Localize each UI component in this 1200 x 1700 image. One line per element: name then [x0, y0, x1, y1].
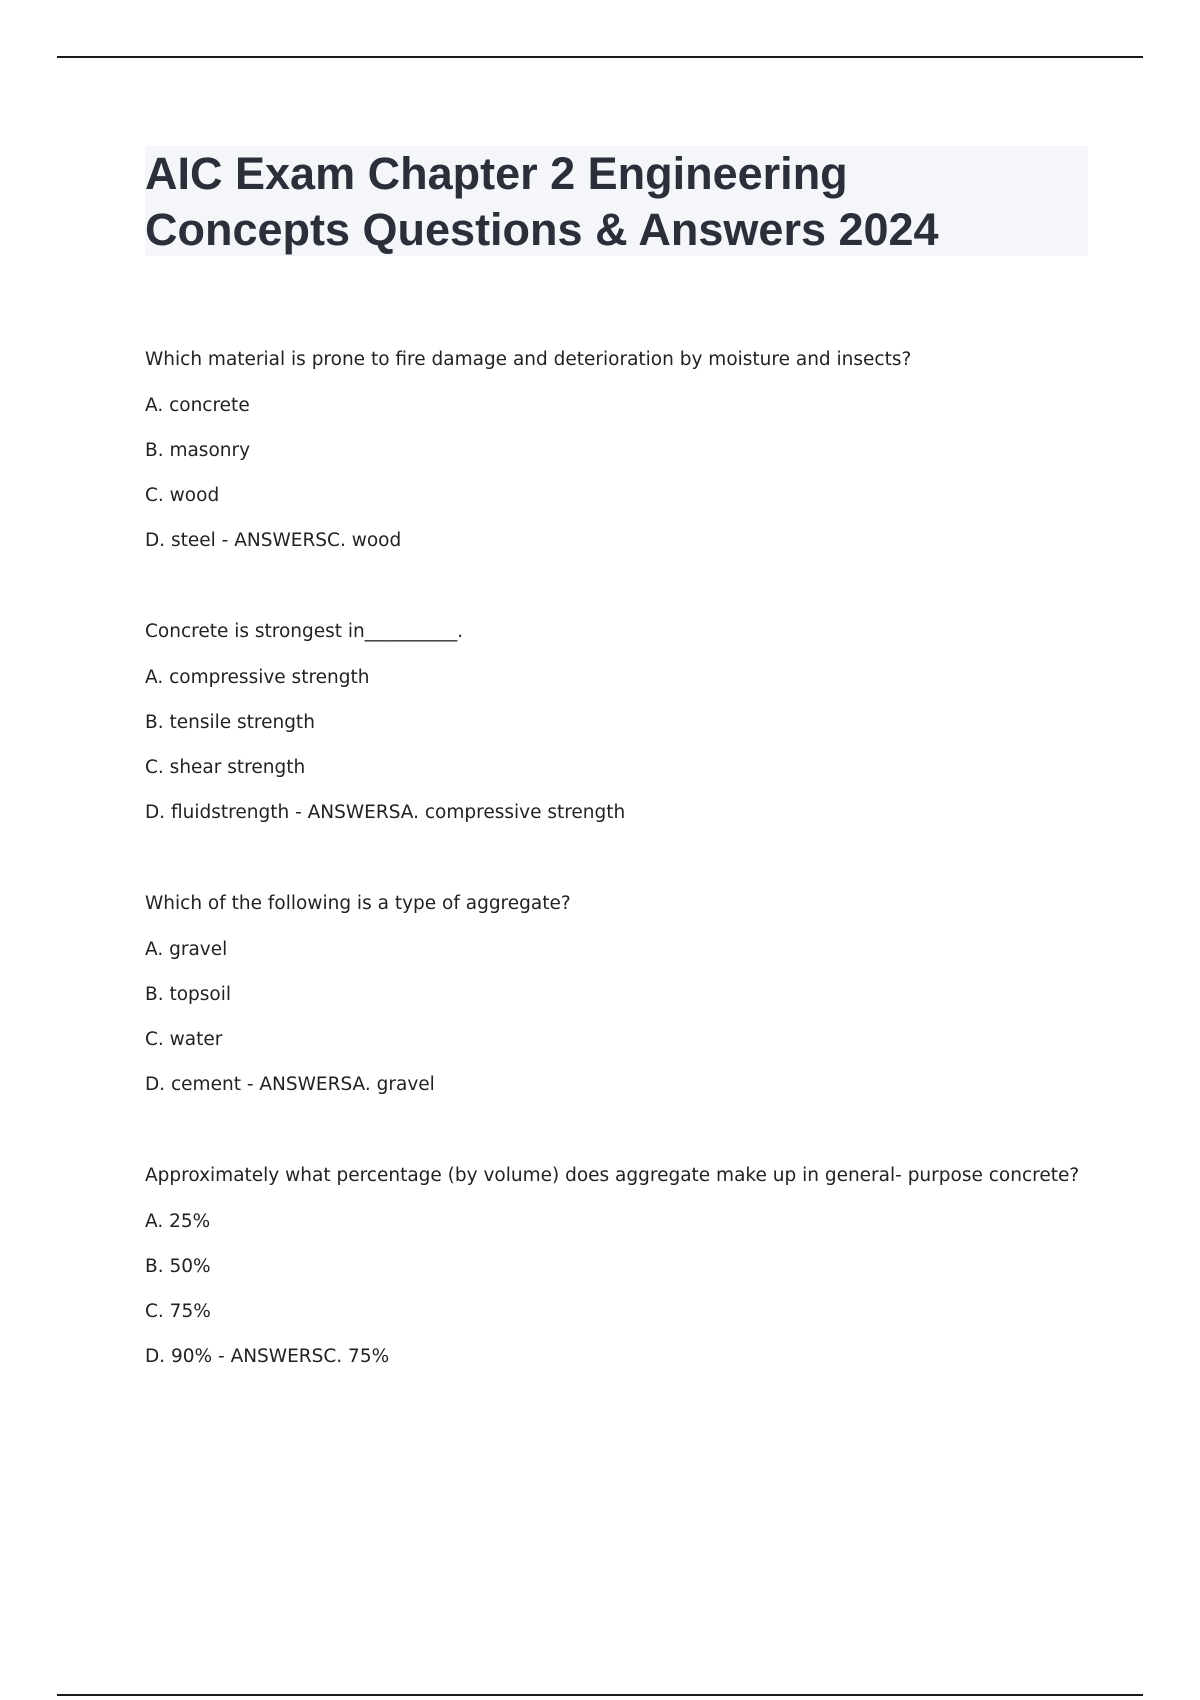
option-a: A. concrete [145, 395, 250, 416]
option-c: C. 75% [145, 1301, 211, 1322]
option-b: B. masonry [145, 440, 251, 461]
option-a: A. compressive strength [145, 667, 370, 688]
option-d-with-answer: D. 90% - ANSWERSC. 75% [145, 1346, 390, 1367]
question-text: Which of the following is a type of aggregate? [145, 893, 571, 914]
option-a: A. 25% [145, 1211, 211, 1232]
footer-rule [57, 1694, 1143, 1696]
option-d-with-answer: D. steel - ANSWERSC. wood [145, 530, 402, 551]
option-c: C. water [145, 1029, 223, 1050]
question-text: Which material is prone to fire damage and deterioration by moisture and insects? [145, 349, 912, 370]
option-b: B. 50% [145, 1256, 211, 1277]
question-block-3 [145, 890, 1105, 1162]
document-title [145, 146, 1088, 258]
header-rule [57, 56, 1143, 58]
question-list [145, 346, 1105, 1434]
option-a: A. gravel [145, 939, 228, 960]
option-c: C. wood [145, 485, 220, 506]
option-d-with-answer: D. cement - ANSWERSA. gravel [145, 1074, 435, 1095]
question-block-4 [145, 1162, 1105, 1434]
question-block-1 [145, 346, 1105, 618]
option-b: B. tensile strength [145, 712, 315, 733]
title-block [145, 146, 1088, 256]
document-title-line-2: Concepts Questions & Answers 2024 [145, 204, 939, 255]
document-title-line-1: AIC Exam Chapter 2 Engineering [145, 148, 848, 199]
question-block-2 [145, 618, 1105, 890]
question-text: Concrete is strongest in__________. [145, 621, 464, 642]
option-c: C. shear strength [145, 757, 306, 778]
option-b: B. topsoil [145, 984, 232, 1005]
option-d-with-answer: D. fluidstrength - ANSWERSA. compressive strength [145, 802, 626, 823]
question-text: Approximately what percentage (by volume) does aggregate make up in general- purpose concrete? [145, 1165, 1080, 1186]
